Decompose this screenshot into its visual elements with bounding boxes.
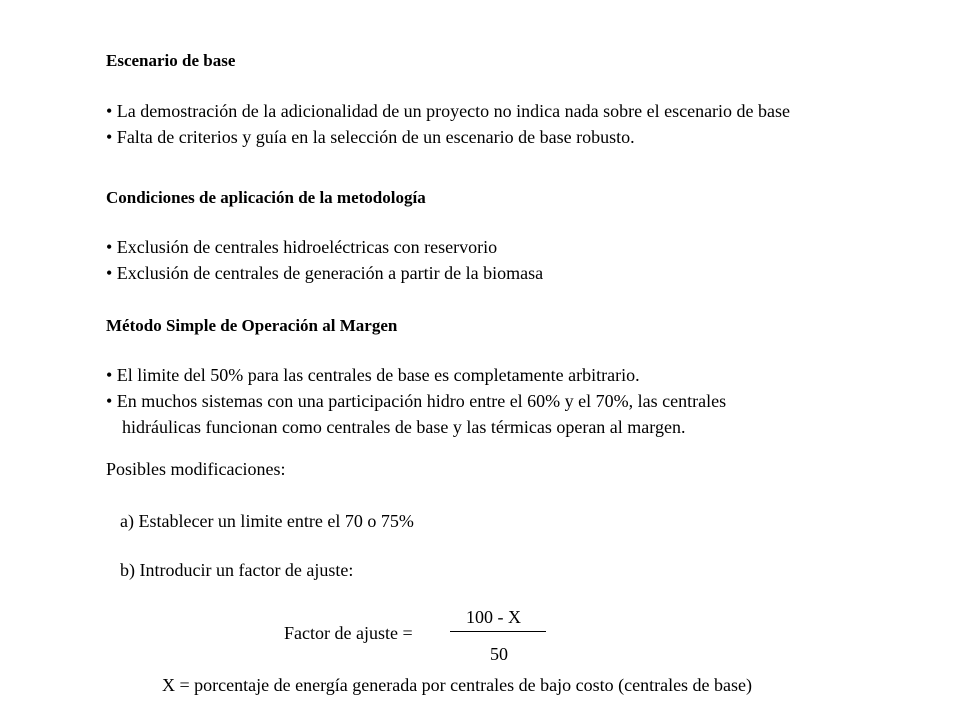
bullet-baseline-2: • Falta de criterios y guía en la selección de un escenario de base robusto. <box>106 127 635 147</box>
bullet-conditions-2: • Exclusión de centrales de generación a partir de la biomasa <box>106 263 544 283</box>
bullet-baseline-1: • La demostración de la adicionalidad de un proyecto no indica nada sobre el escenario de base <box>106 101 791 121</box>
modification-option-a: a) Establecer un limite entre el 70 o 75% <box>120 511 414 531</box>
formula-denominator: 50 <box>490 644 508 664</box>
bullet-method-2-continuation: hidráulicas funcionan como centrales de base y las térmicas operan al margen. <box>122 417 686 437</box>
bullet-method-1: • El limite del 50% para las centrales de base es completamente arbitrario. <box>106 365 640 385</box>
bullet-method-2: • En muchos sistemas con una participación hidro entre el 60% y el 70%, las centrales <box>106 391 727 411</box>
section-heading-conditions: Condiciones de aplicación de la metodología <box>106 188 426 207</box>
section-heading-baseline: Escenario de base <box>106 51 236 70</box>
modifications-title: Posibles modificaciones: <box>106 459 286 479</box>
formula-label: Factor de ajuste = <box>284 623 413 643</box>
fraction-bar <box>450 631 546 632</box>
formula-definition: X = porcentaje de energía generada por centrales de bajo costo (centrales de base) <box>162 675 753 695</box>
formula-numerator: 100 - X <box>466 607 521 627</box>
modification-option-b: b) Introducir un factor de ajuste: <box>120 560 354 580</box>
bullet-conditions-1: • Exclusión de centrales hidroeléctricas con reservorio <box>106 237 498 257</box>
section-heading-method: Método Simple de Operación al Margen <box>106 316 398 335</box>
